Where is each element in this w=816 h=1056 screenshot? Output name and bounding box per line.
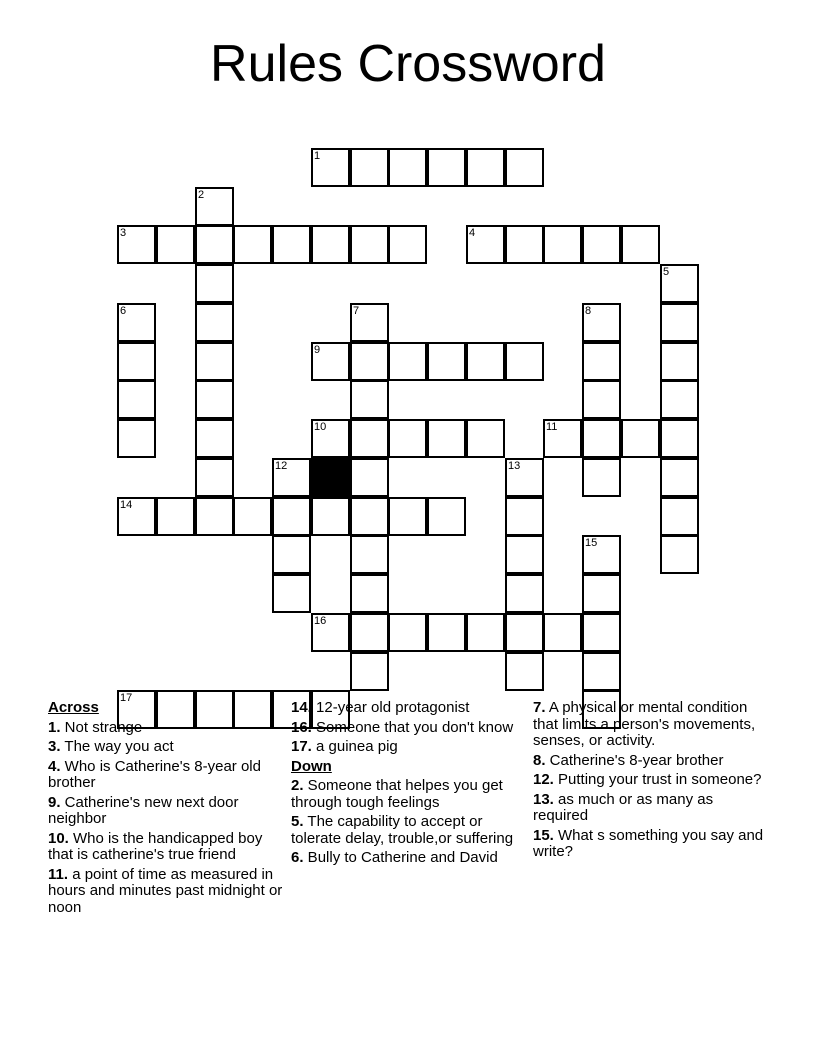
clue-number: 5.: [291, 813, 304, 830]
grid-cell[interactable]: [582, 458, 621, 497]
grid-cell[interactable]: [350, 419, 389, 458]
cell-number: 7: [353, 305, 360, 317]
clue-number: 8.: [533, 751, 546, 769]
clue-text: Not strange: [60, 718, 143, 736]
clue-text: Catherine's 8-year brother: [545, 751, 724, 769]
clue-number: 10.: [48, 829, 69, 847]
cell-number: 6: [120, 305, 127, 317]
clue-item: [533, 753, 768, 770]
clue-text: Someone that helpes you get through tough feelings: [291, 777, 503, 811]
grid-cell[interactable]: [543, 225, 582, 264]
grid-cell[interactable]: [195, 187, 234, 226]
cell-number: 12: [275, 460, 288, 472]
grid-cell[interactable]: [350, 303, 389, 342]
clue-item: [48, 739, 283, 756]
grid-cell[interactable]: [582, 225, 621, 264]
grid-cell[interactable]: [195, 380, 234, 419]
grid-cell[interactable]: [466, 419, 505, 458]
clue-number: 14.: [291, 699, 312, 716]
clue-item: [48, 831, 283, 864]
clue-number: 7.: [533, 699, 546, 716]
grid-cell[interactable]: [505, 225, 544, 264]
grid-cell[interactable]: [505, 652, 544, 691]
cell-number: 14: [120, 499, 133, 511]
clue-number: 16.: [291, 718, 312, 736]
grid-cell[interactable]: [660, 497, 699, 536]
cell-number: 11: [546, 421, 558, 433]
clue-text: a guinea pig: [311, 738, 398, 755]
cell-number: 17: [120, 692, 133, 704]
clue-item: [533, 792, 768, 825]
grid-cell[interactable]: [350, 225, 389, 264]
grid-cell[interactable]: [505, 342, 544, 381]
clue-item: [533, 700, 768, 750]
clue-item: [291, 700, 526, 717]
grid-cell[interactable]: [505, 535, 544, 574]
grid-cell[interactable]: [156, 497, 195, 536]
clue-number: 12.: [533, 771, 554, 788]
grid-cell[interactable]: [272, 535, 311, 574]
grid-cell[interactable]: [311, 225, 350, 264]
grid-cell[interactable]: [388, 225, 427, 264]
cell-number: 4: [469, 227, 476, 239]
grid-cell[interactable]: [117, 497, 156, 536]
clue-number: 2.: [291, 777, 304, 794]
grid-cell[interactable]: [117, 419, 156, 458]
grid-cell[interactable]: [660, 380, 699, 419]
clue-item: [291, 850, 526, 867]
grid-cell[interactable]: [272, 497, 311, 536]
grid-cell[interactable]: [272, 225, 311, 264]
cell-number: 9: [314, 344, 321, 356]
grid-cell[interactable]: [582, 419, 621, 458]
clue-item: [291, 778, 526, 811]
grid-cell[interactable]: [505, 497, 544, 536]
clue-text: Bully to Catherine and David: [303, 849, 498, 866]
grid-cell[interactable]: [660, 419, 699, 458]
clue-text: The way you act: [60, 738, 174, 755]
clue-number: 1.: [48, 718, 61, 736]
grid-cell[interactable]: [156, 225, 195, 264]
cell-number: 16: [314, 615, 327, 627]
clue-heading: Down: [291, 757, 332, 775]
clue-item: [533, 772, 768, 789]
cell-number: 13: [508, 460, 521, 472]
grid-cell[interactable]: [582, 574, 621, 613]
grid-cell[interactable]: [350, 458, 389, 497]
clue-text: Putting your trust in someone?: [553, 771, 762, 788]
clue-text: Catherine's new next door neighbor: [48, 793, 239, 827]
clue-item: [48, 759, 283, 792]
grid-cell[interactable]: [350, 380, 389, 419]
cell-number: 3: [120, 227, 127, 239]
grid-cell[interactable]: [466, 148, 505, 187]
grid-cell[interactable]: [621, 225, 660, 264]
clue-number: 3.: [48, 738, 61, 755]
grid-cell[interactable]: [388, 613, 427, 652]
cell-number: 2: [198, 189, 205, 201]
clue-number: 6.: [291, 849, 304, 866]
cell-number: 15: [585, 537, 598, 549]
clue-item: [48, 795, 283, 828]
grid-cell[interactable]: [582, 342, 621, 381]
grid-cell[interactable]: [660, 342, 699, 381]
clue-number: 17.: [291, 738, 312, 755]
clue-text: a point of time as measured in hours and minutes past midnight or noon: [48, 865, 283, 916]
grid-cell[interactable]: [505, 574, 544, 613]
grid-cell[interactable]: [233, 497, 272, 536]
clue-text: Someone that you don't know: [311, 718, 514, 736]
grid-cell[interactable]: [195, 342, 234, 381]
grid-cell[interactable]: [660, 264, 699, 303]
grid-cell[interactable]: [350, 652, 389, 691]
clues-column-3: [533, 700, 768, 864]
grid-cell[interactable]: [350, 148, 389, 187]
grid-cell[interactable]: [311, 613, 350, 652]
grid-cell[interactable]: [117, 380, 156, 419]
grid-cell[interactable]: [117, 342, 156, 381]
clue-heading: Across: [48, 699, 99, 716]
clue-text: A physical or mental condition that limits a person's movements, senses, or activity.: [533, 699, 756, 749]
clue-number: 15.: [533, 826, 554, 844]
grid-cell[interactable]: [388, 342, 427, 381]
grid-cell[interactable]: [117, 303, 156, 342]
clue-item: [533, 828, 768, 861]
grid-cell[interactable]: [195, 497, 234, 536]
grid-cell[interactable]: [466, 225, 505, 264]
grid-cell[interactable]: [427, 497, 466, 536]
grid-cell[interactable]: [466, 342, 505, 381]
cell-number: 8: [585, 305, 592, 317]
grid-cell[interactable]: [233, 225, 272, 264]
grid-cell[interactable]: [582, 652, 621, 691]
grid-cell[interactable]: [660, 458, 699, 497]
grid-cell[interactable]: [311, 148, 350, 187]
grid-cell[interactable]: [660, 303, 699, 342]
clue-number: 9.: [48, 793, 61, 811]
clue-item: [48, 867, 283, 917]
grid-cell[interactable]: [427, 613, 466, 652]
clue-text: Who is Catherine's 8-year old brother: [48, 757, 261, 791]
grid-cell[interactable]: [350, 497, 389, 536]
grid-cell[interactable]: [582, 535, 621, 574]
grid-cell[interactable]: [311, 419, 350, 458]
cell-number: 5: [663, 266, 670, 278]
grid-cell[interactable]: [543, 419, 582, 458]
black-cell: [311, 458, 350, 497]
grid-cell[interactable]: [582, 613, 621, 652]
grid-cell[interactable]: [311, 342, 350, 381]
grid-cell[interactable]: [427, 148, 466, 187]
clue-text: Who is the handicapped boy that is catherine's true friend: [48, 829, 263, 863]
grid-cell[interactable]: [272, 574, 311, 613]
clues-column-2: [291, 700, 526, 870]
clue-text: 12-year old protagonist: [311, 699, 470, 716]
grid-cell[interactable]: [195, 419, 234, 458]
grid-cell[interactable]: [272, 458, 311, 497]
grid-cell[interactable]: [350, 342, 389, 381]
clues-column-1: [48, 700, 283, 919]
grid-cell[interactable]: [427, 342, 466, 381]
grid-cell[interactable]: [582, 380, 621, 419]
grid-cell[interactable]: [195, 303, 234, 342]
grid-cell[interactable]: [195, 458, 234, 497]
clue-item: [48, 720, 283, 737]
grid-cell[interactable]: [350, 535, 389, 574]
grid-cell[interactable]: [505, 458, 544, 497]
clue-item: [291, 720, 526, 737]
clue-item: [291, 814, 526, 847]
page-title: Rules Crossword: [210, 35, 606, 93]
clue-number: 13.: [533, 790, 554, 808]
grid-cell[interactable]: [621, 419, 660, 458]
grid-cell[interactable]: [505, 148, 544, 187]
clue-number: 4.: [48, 757, 61, 775]
grid-cell[interactable]: [466, 613, 505, 652]
grid-cell[interactable]: [195, 264, 234, 303]
grid-cell[interactable]: [543, 613, 582, 652]
grid-cell[interactable]: [388, 148, 427, 187]
grid-cell[interactable]: [350, 574, 389, 613]
grid-cell[interactable]: [505, 613, 544, 652]
grid-cell[interactable]: [427, 419, 466, 458]
clue-text: as much or as many as required: [533, 790, 714, 824]
clue-text: What s something you say and write?: [533, 826, 764, 860]
grid-cell[interactable]: [388, 419, 427, 458]
grid-cell[interactable]: [350, 613, 389, 652]
clue-item: [291, 739, 526, 756]
grid-cell[interactable]: [582, 303, 621, 342]
grid-cell[interactable]: [311, 497, 350, 536]
grid-cell[interactable]: [195, 225, 234, 264]
cell-number: 1: [314, 150, 321, 162]
grid-cell[interactable]: [117, 225, 156, 264]
clue-number: 11.: [48, 865, 69, 883]
cell-number: 10: [314, 421, 327, 433]
clue-text: The capability to accept or tolerate delay, trouble,or suffering: [291, 813, 514, 847]
grid-cell[interactable]: [388, 497, 427, 536]
grid-cell[interactable]: [660, 535, 699, 574]
